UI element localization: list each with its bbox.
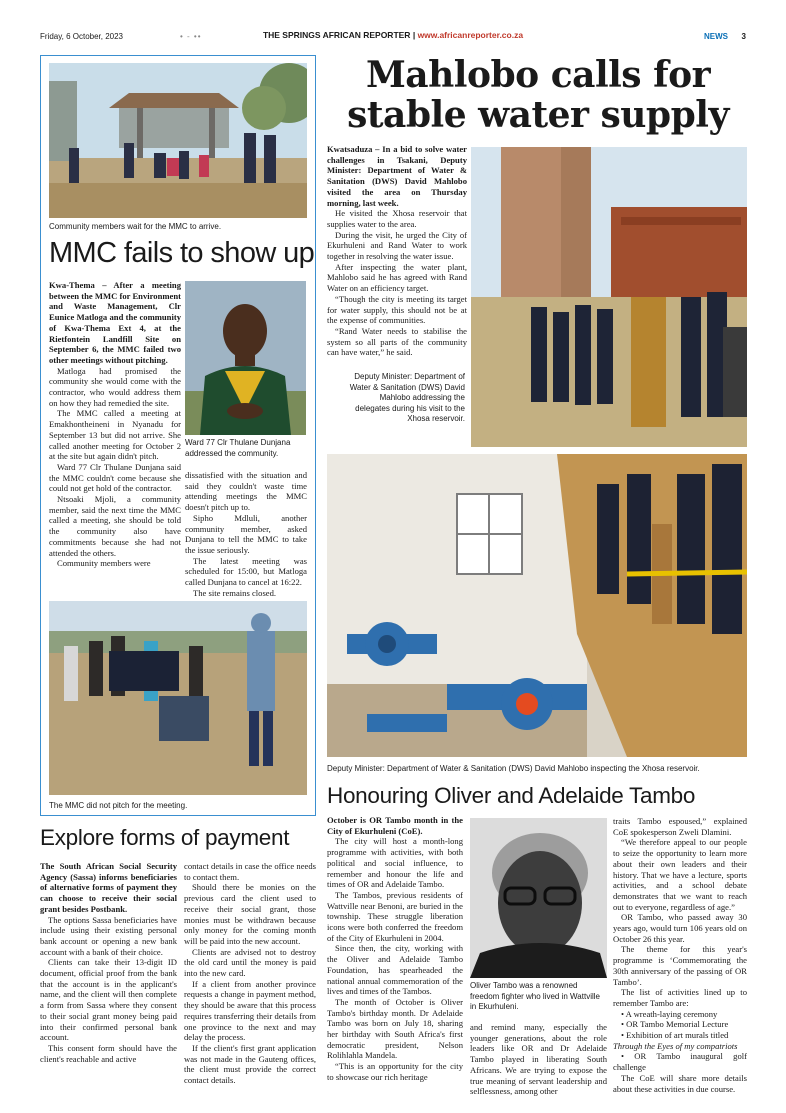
water-lead: Kwatsaduza – In a bid to solve water challenges in Tsakani, Deputy Minister: Department of Water & Sanitation (DWS) David Mahlobo visited the area on Thursday morning, last week. — [327, 144, 467, 208]
payment-paragraph: Clients can take their 13-digit ID document, official proof from the bank that the account is in the applicant's name, and the client will then complete a form from Sassa where they consent to their social grant money being paid into their confirmed personal bank account. — [40, 957, 177, 1043]
payment-column-1 — [40, 861, 177, 1064]
tambo-headline: Honouring Oliver and Adelaide Tambo — [327, 783, 696, 808]
mmc-paragraph: Sipho Mdluli, another community member, asked Dunjana to tell the MMC to take the issue seriously. — [185, 512, 307, 555]
tambo-paragraph: Since then, the city, working with the Oliver and Adelaide Tambo Foundation, has spearheaded the national annual commemoration of the lives and times of the Tambos. — [327, 943, 463, 997]
community-waiting-photo — [49, 63, 307, 218]
reservoir-inspection-photo — [327, 454, 747, 757]
issue-date: Friday, 6 October, 2023 — [40, 32, 124, 41]
tambo-paragraph: The theme for this year's programme is ‘Commemorating the 30th anniversary of the passing of OR Tambo’. — [613, 944, 747, 987]
mmc-paragraph: The MMC called a meeting at Emakhontheineni in Nyanadu for September 13 but did not arrive. She called another meeting for October 2 at the site but again didn't pitch. — [49, 408, 181, 462]
tambo-paragraph: and remind many, especially the younger generations, about the role leaders like OR and Dr Adelaide Tambo played in liberating South Africans. We are trying to expose the true meaning of servant leadership and selflessness, among other — [470, 1022, 607, 1097]
payment-paragraph: If the client's first grant application was not made in the Gauteng offices, the client must provide the correct contact details. — [184, 1042, 316, 1086]
mmc-headline: MMC fails to show up — [49, 237, 315, 269]
tambo-paragraph: The month of October is Oliver Tambo's birthday month. Dr Adelaide Tambo was born on July 18, sharing her birthday with South Africa's first democratic president, Nelson Rolihlahla Mandela. — [327, 996, 463, 1061]
councillor-portrait-photo — [185, 281, 306, 435]
oliver-tambo-portrait — [470, 818, 607, 978]
payment-paragraph: If a client from another province requests a change in payment method, they should be aware that this process requires transferring their details from one province to the next and may delay the process. — [184, 978, 316, 1043]
payment-paragraph: Should there be monies on the previous card the client used to receive their social grant, those monies must be withdrawn because only money for the coming month will be paid into the new account. — [184, 882, 316, 946]
masthead-url[interactable]: www.africanreporter.co.za — [417, 30, 524, 40]
tambo-column-3 — [613, 816, 747, 1094]
tambo-paragraph: The Tambos, previous residents of Wattville near Benoni, are buried in the township. These struggle liberation icons were both conferred the freedom of the City of Ekurhuleni in 2004. — [327, 889, 463, 943]
mmc-paragraph: dissatisfied with the situation and said they couldn't waste time attending meetings the MMC doesn't pitch up to. — [185, 470, 307, 513]
water-paragraph: “Though the city is meeting its target for water supply, this should not be at the expense of communities. — [327, 293, 467, 326]
tambo-paragraph: The city will host a month-long programme with activities, with both political and social influence, to remember and honour the life and times of OR and Adelaide Tambo. — [327, 836, 463, 890]
page-header — [40, 28, 746, 48]
water-paragraph: He visited the Xhosa reservoir that supplies water to the area. — [327, 208, 467, 229]
tambo-portrait-caption: Oliver Tambo was a renowned freedom fighter who lived in Wattville in Ekurhuleni. — [470, 981, 600, 1011]
tambo-list-item: • A wreath-laying ceremony — [621, 1008, 718, 1019]
payment-lead: The South African Social Security Agency (Sassa) informs beneficiaries of alternative forms of payment they can choose to receive their social grant besides Postbank. — [40, 861, 177, 914]
mmc-column-2 — [185, 470, 307, 598]
header-dots: • - •• — [180, 32, 202, 41]
payment-paragraph: The options Sassa beneficiaries have include using their existing personal bank account or opening a new bank account with a bank of their choice. — [40, 914, 177, 957]
payment-column-2 — [184, 861, 316, 1086]
masthead-title: THE SPRINGS AFRICAN REPORTER — [262, 30, 411, 40]
tambo-paragraph: The CoE will share more details about these activities in due course. — [613, 1072, 747, 1094]
water-column — [327, 144, 467, 358]
payment-paragraph: contact details in case the office needs to contact them. — [184, 861, 316, 882]
mmc-column-1 — [49, 280, 181, 569]
councillor-portrait-caption: Ward 77 Clr Thulane Dunjana addressed the community. — [185, 438, 291, 458]
tambo-list-item: • OR Tambo inaugural golf challenge — [613, 1051, 747, 1073]
water-headline: Mahlobo calls for stable water supply — [347, 54, 729, 136]
tambo-list-item: • OR Tambo Memorial Lecture — [621, 1019, 729, 1030]
masthead-separator: | — [410, 30, 418, 40]
mmc-paragraph: Matloga had promised the community she would come with the contractor, who would address them on how they had remedied the site. — [49, 365, 181, 408]
mmc-paragraph: Ntsoaki Mjoli, a community member, said the next time the MMC called a meeting, she should be told the community also have commitments because she had not attended the others. — [49, 494, 181, 558]
payment-paragraph: This consent form should have the client's reachable and active — [40, 1042, 177, 1064]
mmc-paragraph: Ward 77 Clr Thulane Dunjana said the MMC couldn't come because she could not get hold of the contractor. — [49, 461, 181, 494]
landfill-meeting-photo — [49, 601, 307, 795]
mmc-paragraph: Community members were — [57, 558, 151, 569]
water-paragraph: During the visit, he urged the City of Ekurhuleni and Rand Water to work together in resolving the water issue. — [327, 229, 467, 262]
mmc-paragraph: The site remains closed. — [193, 587, 277, 598]
mmc-bottom-caption: The MMC did not pitch for the meeting. — [49, 801, 188, 810]
masthead — [40, 30, 746, 40]
tambo-paragraph: traits Tambo espoused,” explained CoE spokesperson Zweli Dlamini. — [613, 816, 747, 837]
tambo-column-2 — [470, 1022, 607, 1097]
tambo-paragraph: “This is an opportunity for the city to showcase our rich heritage — [327, 1061, 463, 1082]
tambo-paragraph: OR Tambo, who passed away 30 years ago, would turn 106 years old on October 26 this year. — [613, 912, 747, 944]
reservoir-inspection-caption: Deputy Minister: Department of Water & Sanitation (DWS) David Mahlobo inspecting the Xhosa reservoir. — [327, 764, 700, 773]
mmc-photo-caption: Community members wait for the MMC to arrive. — [49, 222, 222, 231]
page-number: 3 — [741, 32, 746, 41]
water-paragraph: “Rand Water needs to stabilise the system so all parts of the community can have water,” he said. — [327, 325, 467, 358]
tambo-paragraph: The list of activities lined up to remember Tambo are: — [613, 987, 747, 1008]
mmc-paragraph: The latest meeting was scheduled for 15:00, but Matloga called Dunjana to cancel at 16:22. — [185, 555, 307, 588]
tambo-lead: October is OR Tambo month in the City of Ekurhuleni (CoE). — [327, 815, 463, 836]
payment-headline: Explore forms of payment — [40, 825, 290, 850]
payment-paragraph: Clients are advised not to destroy the old card until the money is paid into the new card. — [184, 946, 316, 979]
tambo-paragraph: “We therefore appeal to our people to seize the opportunity to learn more about their own leaders and their history. That we have a lecture, sports activities, and a school debate demonstrates that we want to reach out to everyone, regardless of age.” — [613, 837, 747, 912]
mmc-lead: Kwa-Thema – After a meeting between the MMC for Environment and Waste Management, Clr Eunice Matloga and the community of Kwa-Thema Ext 4, at the Rietfontein Landfill Site on September 6, the MMC failed two other meetings without pitching. — [49, 280, 181, 365]
reservoir-delegates-photo — [471, 147, 747, 447]
tambo-list-italic: Through the Eyes of my compatriots — [613, 1040, 738, 1051]
water-paragraph: After inspecting the water plant, Mahlobo said he has agreed with Rand Water on an efficiency target. — [327, 261, 467, 294]
reservoir-delegates-caption: Deputy Minister: Department of Water & Sanitation (DWS) David Mahlobo addressing the delegates during his visit to the Xhosa reservoir. — [349, 372, 465, 423]
tambo-list-item: • Exhibition of art murals titled — [621, 1030, 729, 1041]
section-label: NEWS — [704, 32, 728, 41]
tambo-column-1 — [327, 815, 463, 1083]
